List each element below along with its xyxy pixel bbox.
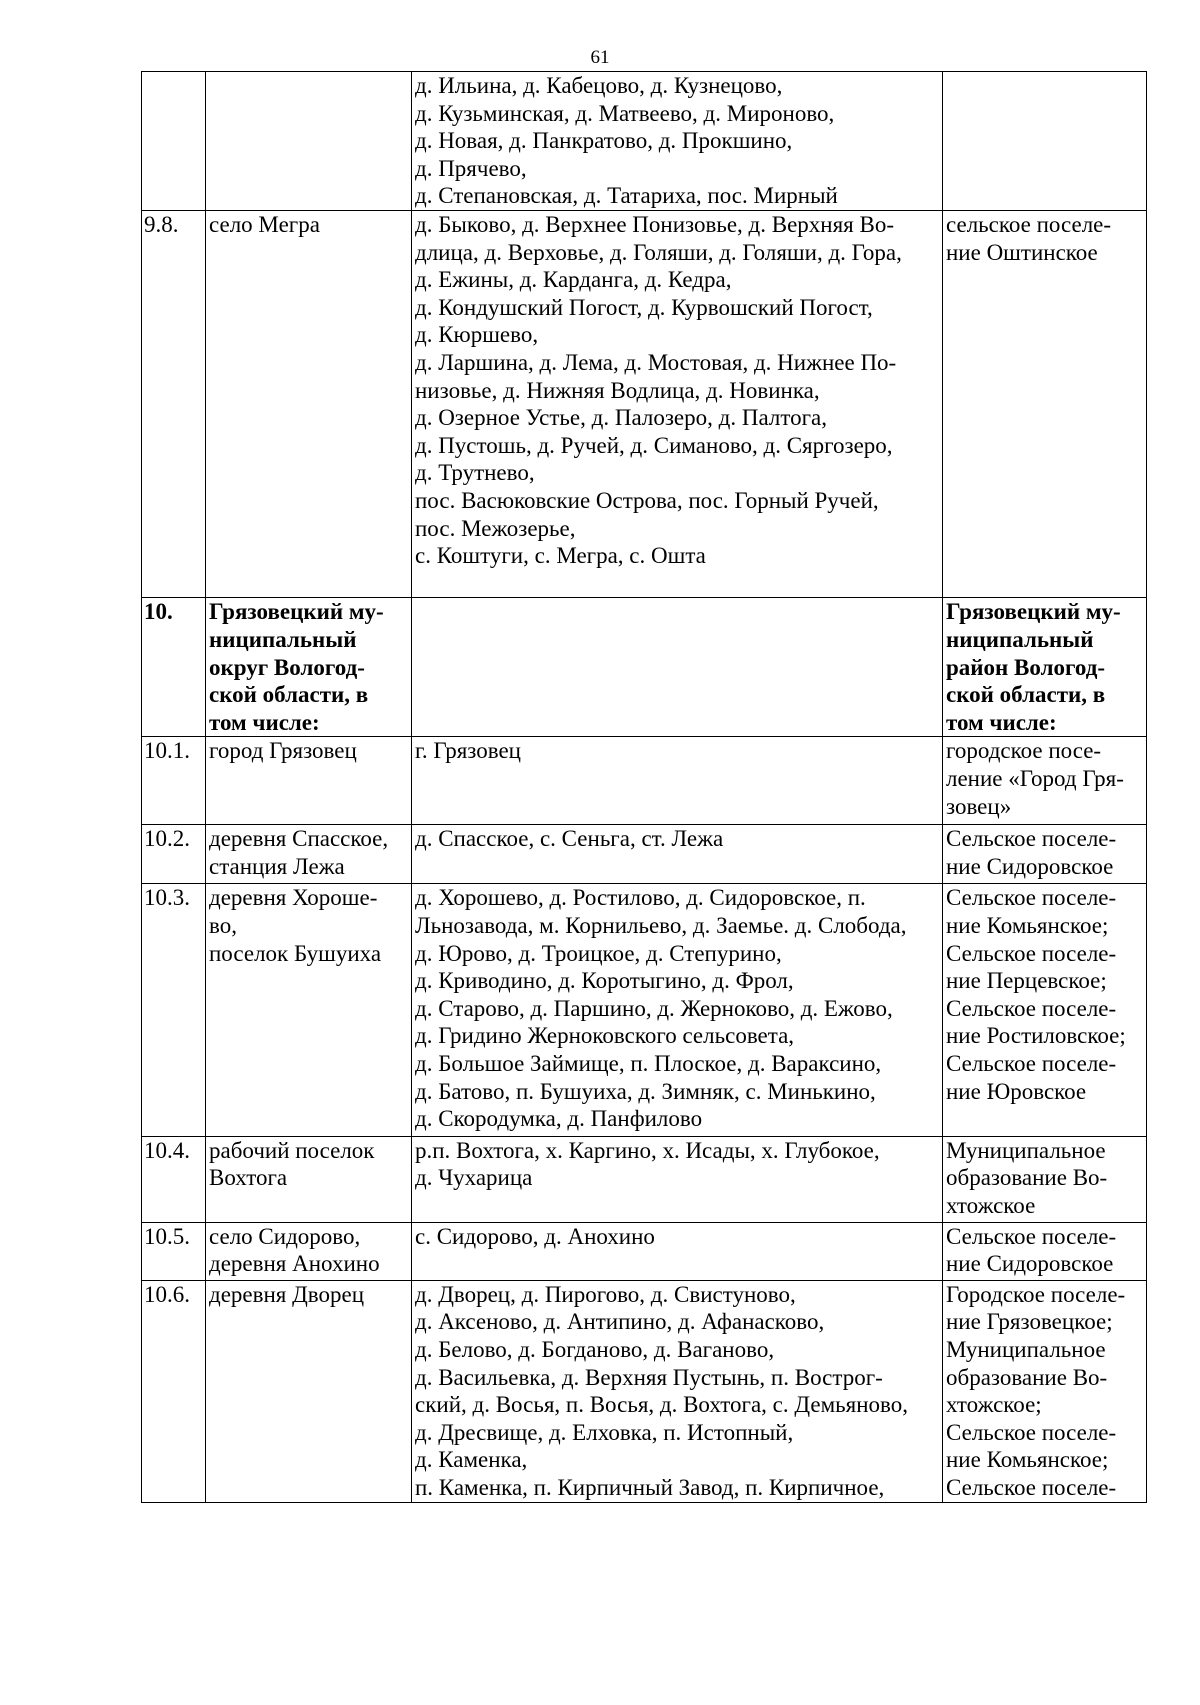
row-number: 9.8. [142,211,206,598]
row-number: 10.2. [142,825,206,884]
table-row [142,72,1147,211]
table-row [142,1222,1147,1280]
former-municipality: Сельское поселе- ние Сидоровское [943,825,1147,884]
row-number: 10. [142,598,206,737]
former-municipality: сельское поселе- ние Оштинское [943,211,1147,598]
settlements-list: д. Быково, д. Верхнее Понизовье, д. Верхняя Во- длица, д. Верховье, д. Голяши, д. Голяши, д. Гора, д. Ежины, д. Карданга, д. Кедра, д. Кондушский Погост, д. Курвошский Погост, д. Кюршево, д. Ларшина, д. Лема, д. Мостовая, д. Нижнее По- низовье, д. Нижняя Водлица, д. Новинка, д. Озерное Устье, д. Палозеро, д. Палтога, д. Пустошь, д. Ручей, д. Симаново, д. Сяргозеро, д. Трутнево, пос. Васюковские Острова, пос. Горный Ручей, пос. Межозерье, с. Коштуги, с. Мегра, с. Ошта [412,211,943,598]
settlements-list: г. Грязовец [412,737,943,825]
row-number: 10.6. [142,1280,206,1502]
table-row [142,737,1147,825]
table-row [142,1280,1147,1502]
former-municipality: городское посе- ление «Город Гря- зовец» [943,737,1147,825]
row-number [142,72,206,211]
municipality-name: деревня Дворец [206,1280,412,1502]
former-municipality: Сельское поселе- ние Сидоровское [943,1222,1147,1280]
settlements-list: д. Дворец, д. Пирогово, д. Свистуново, д. Аксеново, д. Антипино, д. Афанасково, д. Белово, д. Богданово, д. Ваганово, д. Васильевка, д. Верхняя Пустынь, п. Вострог- ский, д. Восья, п. Восья, д. Вохтога, с. Демьяново, д. Дресвище, д. Елховка, п. Истопный, д. Каменка, п. Каменка, п. Кирпичный Завод, п. Кирпичное, [412,1280,943,1502]
former-municipality: Муниципальное образование Во- хтожское [943,1136,1147,1222]
row-number: 10.3. [142,884,206,1136]
municipality-name [206,72,412,211]
row-number: 10.4. [142,1136,206,1222]
table-row [142,1136,1147,1222]
settlements-list: д. Ильина, д. Кабецово, д. Кузнецово, д. Кузьминская, д. Матвеево, д. Мироново, д. Новая, д. Панкратово, д. Прокшино, д. Прячево, д. Степановская, д. Татариха, пос. Мирный [412,72,943,211]
former-municipality: Сельское поселе- ние Комьянское; Сельское поселе- ние Перцевское; Сельское поселе- ние Ростиловское; Сельское поселе- ние Юровское [943,884,1147,1136]
former-municipality: Грязовецкий му- ниципальный район Вологод- ской области, в том числе: [943,598,1147,737]
municipality-name: Грязовецкий му- ниципальный округ Вологод- ской области, в том числе: [206,598,412,737]
municipality-name: село Мегра [206,211,412,598]
municipality-name: город Грязовец [206,737,412,825]
table-row [142,598,1147,737]
table-row [142,211,1147,598]
page-number: 61 [590,47,610,68]
settlements-list: р.п. Вохтога, х. Каргино, х. Исады, х. Глубокое, д. Чухарица [412,1136,943,1222]
municipality-name: деревня Хороше- во, поселок Бушуиха [206,884,412,1136]
municipality-name: рабочий поселок Вохтога [206,1136,412,1222]
former-municipality: Городское поселе- ние Грязовецкое; Муниципальное образование Во- хтожское; Сельское поселе- ние Комьянское; Сельское поселе- [943,1280,1147,1502]
table-body [142,72,1147,1503]
table-row [142,884,1147,1136]
settlements-list: д. Хорошево, д. Ростилово, д. Сидоровское, п. Льнозавода, м. Корнильево, д. Заемье. д. Слобода, д. Юрово, д. Троицкое, д. Степурино, д. Криводино, д. Коротыгино, д. Фрол, д. Старово, д. Паршино, д. Жерноково, д. Ежово, д. Гридино Жерноковского сельсовета, д. Большое Займище, п. Плоское, д. Вараксино, д. Батово, п. Бушуиха, д. Зимняк, с. Минькино, д. Скородумка, д. Панфилово [412,884,943,1136]
settlements-list: с. Сидорово, д. Анохино [412,1222,943,1280]
municipality-name: село Сидорово, деревня Анохино [206,1222,412,1280]
row-number: 10.1. [142,737,206,825]
row-number: 10.5. [142,1222,206,1280]
table-row [142,825,1147,884]
settlements-list [412,598,943,737]
settlements-list: д. Спасское, с. Сеньга, ст. Лежа [412,825,943,884]
municipality-name: деревня Спасское, станция Лежа [206,825,412,884]
settlements-table [141,71,1147,1503]
former-municipality [943,72,1147,211]
